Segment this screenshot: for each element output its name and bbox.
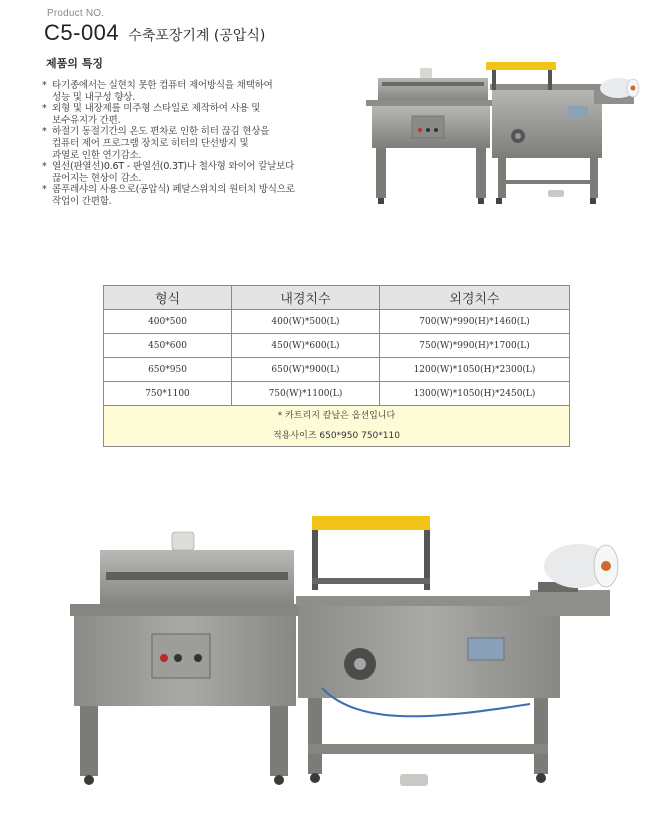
table-cell: 400(W)*500(L) (232, 310, 380, 334)
column-header: 외경치수 (380, 286, 570, 310)
feature-line: 컴퓨터 제어 프로그램 장치로 히터의 단선방지 및 (52, 137, 249, 149)
table-cell: 1200(W)*1050(H)*2300(L) (380, 358, 570, 382)
machine-photo-large (60, 508, 620, 808)
model-name: 수축포장기계 (공압식) (128, 28, 266, 44)
table-cell: 1300(W)*1050(H)*2450(L) (380, 382, 570, 406)
table-cell: 750*1100 (104, 382, 232, 406)
table-header-row (104, 286, 570, 310)
feature-item (42, 103, 342, 126)
feature-line: 성능 및 내구성 향상. (52, 91, 136, 103)
table-cell: 650*950 (104, 358, 232, 382)
note-line: 적용사이즈 650*950 750*110 (273, 431, 400, 441)
product-no-label: Product NO. (47, 8, 105, 19)
feature-line: * 하절기 동절기간의 온도 편차로 인한 히터 끊김 현상을 (52, 126, 270, 138)
feature-line: * 열선(판열선)0.6T - 판열선(0.3T)나 철사형 와이어 칼날보다 (52, 161, 295, 173)
table-cell: 400*500 (104, 310, 232, 334)
table-row (104, 382, 570, 406)
column-header: 내경치수 (232, 286, 380, 310)
machine-photo-small (358, 62, 646, 210)
feature-line: 작업이 간편함. (52, 195, 112, 207)
column-header: 형식 (104, 286, 232, 310)
feature-line: * 외형 및 내장제를 미주형 스타일로 제작하여 사용 및 (52, 103, 261, 115)
feature-line: * 타기종에서는 실현치 못한 컴퓨터 제어방식을 채택하여 (52, 80, 273, 91)
table-row (104, 334, 570, 358)
table-row (104, 310, 570, 334)
note-line: * 카트리지 칼날은 옵션입니다 (277, 411, 396, 421)
features-list (42, 80, 342, 208)
feature-line: 끊어지는 현상이 감소. (52, 172, 142, 184)
table-cell: 650(W)*900(L) (232, 358, 380, 382)
table-cell: 750(W)*1100(L) (232, 382, 380, 406)
model-code: C5-004 (44, 20, 120, 45)
feature-line: 과열로 인한 연기감소. (52, 149, 142, 161)
table-cell: 450(W)*600(L) (232, 334, 380, 358)
table-cell: 700(W)*990(H)*1460(L) (380, 310, 570, 334)
product-title (44, 20, 265, 46)
table-note (104, 406, 570, 447)
feature-item (42, 126, 342, 161)
table-cell: 450*600 (104, 334, 232, 358)
feature-line: 보수유지가 간편. (52, 114, 121, 126)
feature-item (42, 184, 342, 207)
table-cell: 750(W)*990(H)*1700(L) (380, 334, 570, 358)
table-note-row (104, 406, 570, 447)
feature-line: * 콤푸레샤의 사용으로(공압식) 페달스위치의 원터치 방식으로 (52, 184, 295, 196)
feature-item (42, 161, 342, 184)
feature-item (42, 80, 342, 103)
spec-table (103, 285, 570, 447)
features-heading: 제품의 특징 (46, 57, 103, 70)
table-row (104, 358, 570, 382)
